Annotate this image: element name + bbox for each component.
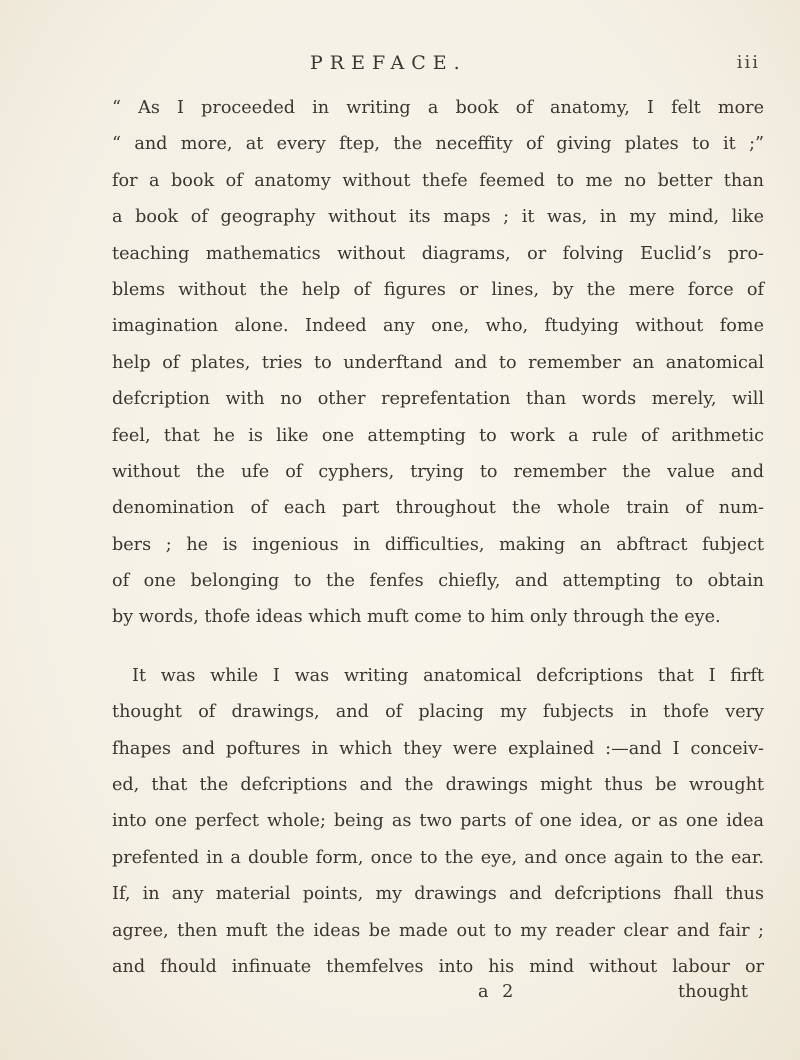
paragraph-1 [112, 90, 764, 636]
text-line: “ and more, at every ftep, the neceffity of giving plates to it ;” [112, 134, 764, 155]
text-line: and fhould infinuate themfelves into his mind without labour or [112, 956, 764, 977]
text-line: help of plates, tries to underftand and to remember an anatomical [112, 352, 764, 373]
page-number: iii [736, 52, 760, 73]
text-line: thought of drawings, and of placing my fubjects in thofe very [112, 702, 764, 723]
text-line: imagination alone. Indeed any one, who, ftudying without fome [112, 316, 764, 337]
text-line: ed, that the defcriptions and the drawings might thus be wrought [112, 775, 764, 796]
catchword: thought [678, 982, 748, 1002]
text-line: agree, then muft the ideas be made out to my reader clear and fair ; [112, 920, 764, 941]
page-footer [112, 982, 764, 1012]
paragraph-gap [112, 636, 764, 658]
text-line: defcription with no other reprefentation than words merely, will [112, 389, 764, 410]
text-line: teaching mathematics without diagrams, or folving Euclid’s pro- [112, 243, 764, 264]
text-line: denomination of each part throughout the whole train of num- [112, 498, 764, 519]
text-line: into one perfect whole; being as two parts of one idea, or as one idea [112, 811, 764, 832]
text-line: by words, thofe ideas which muft come to him only through the eye. [112, 607, 721, 628]
text-line: blems without the help of figures or lines, by the mere force of [112, 279, 764, 300]
text-line: If, in any material points, my drawings and defcriptions fhall thus [112, 884, 764, 905]
text-line: without the ufe of cyphers, trying to remember the value and [112, 461, 764, 482]
text-line: bers ; he is ingenious in difficulties, making an abftract fubject [112, 534, 764, 555]
text-line: prefented in a double form, once to the eye, and once again to the ear. [112, 847, 764, 868]
text-line: “ As I proceeded in writing a book of anatomy, I felt more [112, 98, 764, 118]
text-line: feel, that he is like one attempting to work a rule of arithmetic [112, 425, 764, 446]
running-head: PREFACE. [310, 52, 467, 74]
text-line: a book of geography without its maps ; it was, in my mind, like [112, 207, 764, 228]
text-line: fhapes and poftures in which they were explained :—and I conceiv- [112, 738, 764, 759]
paragraph-2 [112, 658, 764, 986]
text-line: for a book of anatomy without thefe feemed to me no better than [112, 170, 764, 191]
text-line: of one belonging to the fenfes chiefly, and attempting to obtain [112, 571, 764, 592]
page-header [110, 52, 770, 82]
signature-mark: a 2 [478, 982, 518, 1002]
text-line: It was while I was writing anatomical defcriptions that I firft [132, 665, 764, 686]
body-text [112, 90, 764, 985]
